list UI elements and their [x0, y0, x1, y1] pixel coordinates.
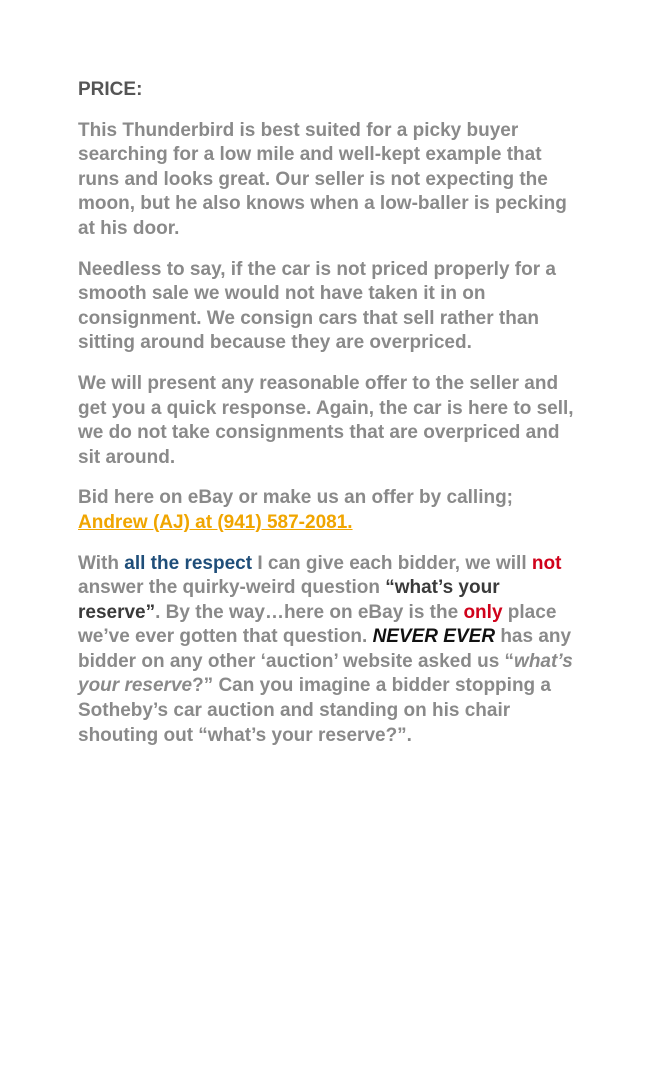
- reserve-text-4: . By the way…here on eBay is the: [155, 601, 464, 623]
- reserve-text-1: With: [78, 552, 125, 574]
- price-heading: PRICE:: [78, 79, 143, 100]
- respect-highlight: all the respect: [124, 552, 253, 574]
- only-highlight: only: [463, 601, 503, 623]
- reserve-text-2: I can give each bidder, we will: [252, 552, 532, 574]
- phone-link[interactable]: Andrew (AJ) at (941) 587-2081.: [78, 511, 353, 533]
- reserve-text-3: answer the quirky-weird question: [78, 577, 386, 599]
- paragraph-offer: We will present any reasonable offer to the seller and get you a quick response. Again, the car is here to sell, we do not take consignments that are overpriced and sit around.: [78, 372, 574, 468]
- paragraph-reserve: [78, 552, 583, 749]
- reserve-text-7: ?” Can you imagine a bidder stopping a Sotheby’s car auction and standing on his chair shouting out “what’s your reserve?”.: [78, 675, 551, 746]
- reserve-text-6: has any bidder on any other ‘auction’ website asked us “: [78, 626, 572, 672]
- not-highlight: not: [531, 552, 562, 574]
- reserve-text-5: place we’ve ever gotten that question.: [78, 601, 557, 648]
- paragraph-buyer: This Thunderbird is best suited for a picky buyer searching for a low mile and well-kept example that runs and looks great. Our seller is not expecting the moon, but he also knows when a low-baller is pecking at his door.: [78, 119, 567, 239]
- reserve-italic: what’s your reserve: [78, 650, 573, 697]
- description-content: [78, 78, 583, 764]
- paragraph-consignment: Needless to say, if the car is not priced properly for a smooth sale we would not have taken it in on consignment. We consign cars that sell rather than sitting around because they are overpriced.: [78, 258, 556, 354]
- reserve-question: “what’s your reserve”: [78, 577, 500, 623]
- paragraph-contact: [78, 486, 583, 535]
- never-ever-emphasis: NEVER EVER: [372, 626, 496, 648]
- contact-text: Bid here on eBay or make us an offer by calling;: [78, 487, 514, 509]
